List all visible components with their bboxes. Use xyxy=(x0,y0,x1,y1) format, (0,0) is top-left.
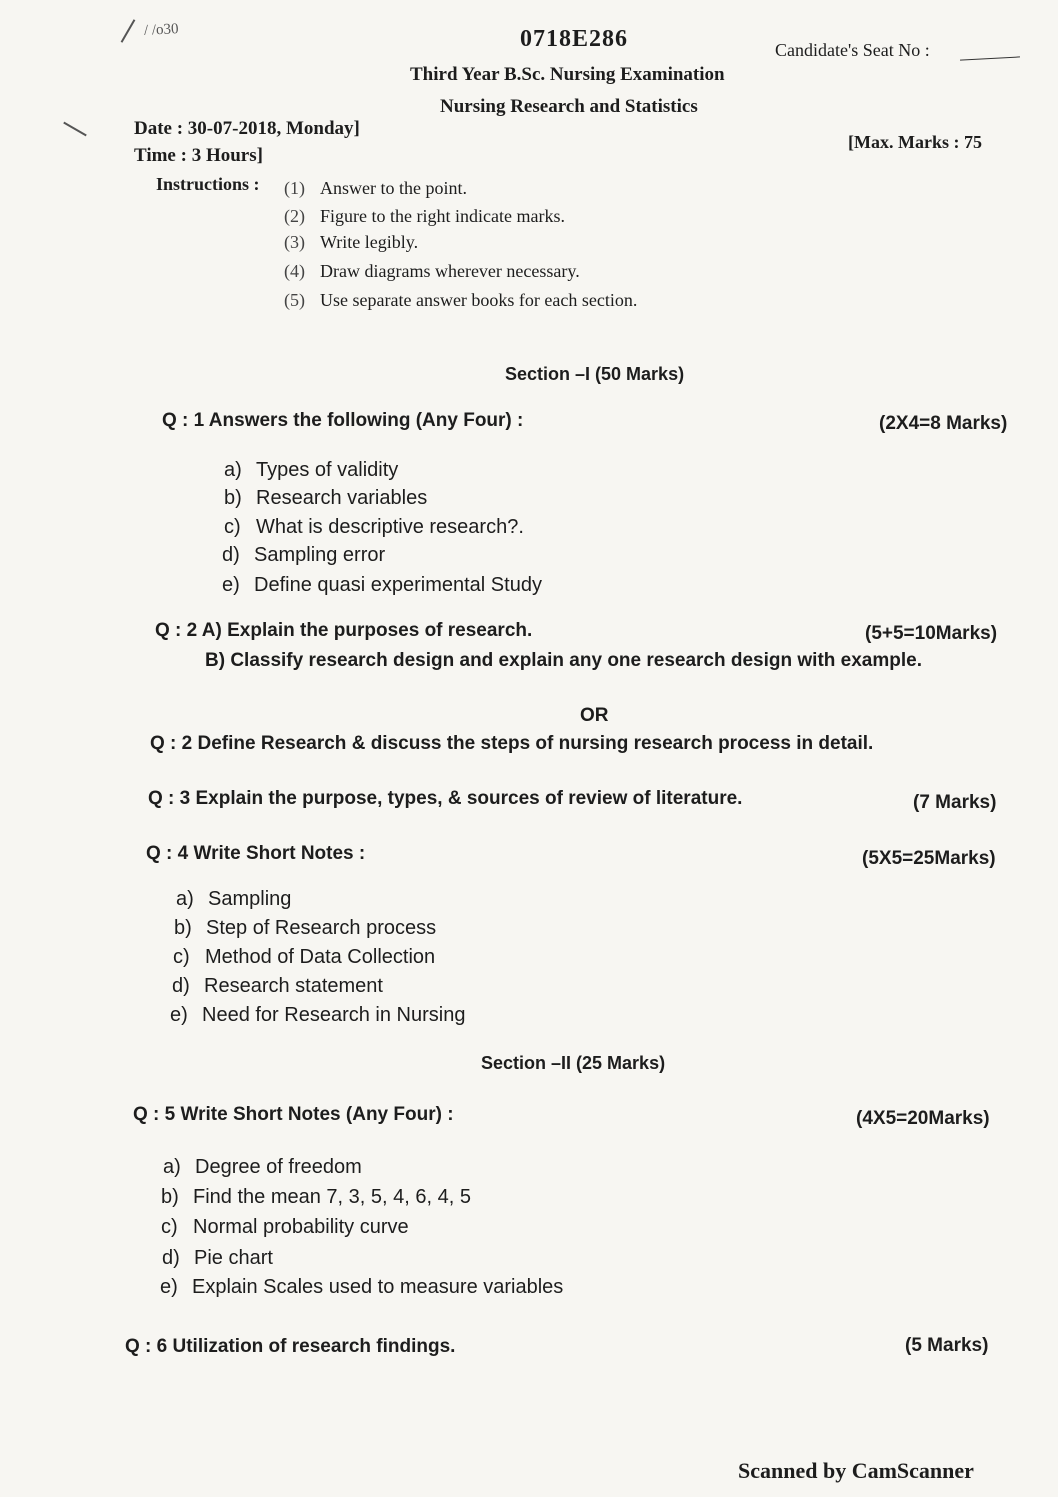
q4-item xyxy=(174,917,436,940)
item-letter: e) xyxy=(160,1276,178,1298)
item-letter: a) xyxy=(163,1156,181,1178)
scanner-watermark: Scanned by CamScanner xyxy=(738,1458,974,1483)
item-letter: a) xyxy=(224,459,242,481)
item-letter: b) xyxy=(224,487,242,509)
instruction-text: Write legibly. xyxy=(320,232,419,252)
question-2b: B) Classify research design and explain any one research design with example. xyxy=(205,650,922,671)
seat-number-label: Candidate's Seat No : xyxy=(775,40,930,60)
max-marks: [Max. Marks : 75 xyxy=(848,132,982,152)
exam-time: Time : 3 Hours] xyxy=(134,145,263,166)
q4-item xyxy=(172,975,383,998)
question-2-marks: (5+5=10Marks) xyxy=(865,623,998,644)
q4-item xyxy=(173,946,435,969)
item-text: Need for Research in Nursing xyxy=(202,1004,466,1026)
item-text: What is descriptive research?. xyxy=(256,516,524,538)
item-text: Pie chart xyxy=(194,1247,273,1269)
question-2a: Q : 2 A) Explain the purposes of research. xyxy=(155,620,533,641)
question-2-alternative: Q : 2 Define Research & discuss the steps of nursing research process in detail. xyxy=(150,733,874,754)
question-6-marks: (5 Marks) xyxy=(905,1335,989,1356)
question-4-marks: (5X5=25Marks) xyxy=(862,848,996,869)
seat-number-blank xyxy=(960,56,1020,60)
instruction-number: (1) xyxy=(284,178,305,198)
instruction-text: Use separate answer books for each section. xyxy=(320,290,638,310)
item-letter: c) xyxy=(224,516,241,538)
exam-date: Date : 30-07-2018, Monday] xyxy=(134,118,360,139)
question-5-marks: (4X5=20Marks) xyxy=(856,1108,990,1129)
instruction-item xyxy=(284,206,565,227)
reference-number: / /o30 xyxy=(143,21,179,39)
item-letter: d) xyxy=(162,1247,180,1269)
instruction-number: (2) xyxy=(284,206,305,226)
question-1-marks: (2X4=8 Marks) xyxy=(879,413,1008,434)
item-text: Sampling error xyxy=(254,544,386,566)
question-1: Q : 1 Answers the following (Any Four) : xyxy=(162,410,524,431)
item-text: Degree of freedom xyxy=(195,1156,362,1178)
q1-item xyxy=(224,487,427,510)
item-text: Research variables xyxy=(256,487,428,509)
item-letter: d) xyxy=(172,975,190,997)
item-letter: d) xyxy=(222,544,240,566)
section-2-title: Section –II (25 Marks) xyxy=(481,1053,666,1073)
instruction-item xyxy=(284,178,467,199)
item-text: Define quasi experimental Study xyxy=(254,574,542,596)
section-1-title: Section –I (50 Marks) xyxy=(505,364,685,384)
q1-item xyxy=(224,516,524,539)
q1-item xyxy=(222,544,385,567)
item-letter: c) xyxy=(161,1216,178,1238)
q4-item xyxy=(170,1004,465,1027)
q5-item xyxy=(162,1247,273,1270)
q1-item xyxy=(224,459,398,482)
question-3-marks: (7 Marks) xyxy=(913,792,997,813)
item-letter: e) xyxy=(170,1004,188,1026)
question-4: Q : 4 Write Short Notes : xyxy=(146,843,366,864)
q5-item xyxy=(160,1276,563,1299)
q5-item xyxy=(163,1156,362,1179)
item-text: Sampling xyxy=(208,888,292,910)
question-5: Q : 5 Write Short Notes (Any Four) : xyxy=(133,1104,454,1125)
instructions-label: Instructions : xyxy=(156,174,260,194)
item-text: Find the mean 7, 3, 5, 4, 6, 4, 5 xyxy=(193,1186,471,1208)
question-3: Q : 3 Explain the purpose, types, & sources of review of literature. xyxy=(148,788,743,809)
q1-item xyxy=(222,574,542,597)
instruction-number: (5) xyxy=(284,290,305,310)
item-letter: b) xyxy=(174,917,192,939)
paper-code: 0718E286 xyxy=(520,26,629,52)
item-text: Step of Research process xyxy=(206,917,437,939)
q5-item xyxy=(161,1216,409,1239)
item-text: Method of Data Collection xyxy=(205,946,436,968)
q4-item xyxy=(176,888,291,911)
instruction-number: (4) xyxy=(284,261,305,281)
or-separator: OR xyxy=(580,705,609,726)
instruction-text: Answer to the point. xyxy=(320,178,467,198)
item-text: Explain Scales used to measure variables xyxy=(192,1276,564,1298)
q5-item xyxy=(161,1186,471,1209)
exam-title: Third Year B.Sc. Nursing Examination xyxy=(410,64,725,85)
scan-mark xyxy=(63,122,87,137)
instruction-text: Figure to the right indicate marks. xyxy=(320,206,565,226)
item-letter: c) xyxy=(173,946,190,968)
scan-mark xyxy=(121,19,136,43)
item-text: Research statement xyxy=(204,975,383,997)
instruction-text: Draw diagrams wherever necessary. xyxy=(320,261,580,281)
instruction-item xyxy=(284,261,580,282)
instruction-number: (3) xyxy=(284,232,305,252)
item-letter: b) xyxy=(161,1186,179,1208)
subject-title: Nursing Research and Statistics xyxy=(440,96,698,117)
item-letter: a) xyxy=(176,888,194,910)
item-text: Types of validity xyxy=(256,459,399,481)
item-letter: e) xyxy=(222,574,240,596)
instruction-item xyxy=(284,290,637,311)
question-6: Q : 6 Utilization of research findings. xyxy=(125,1336,456,1357)
item-text: Normal probability curve xyxy=(193,1216,409,1238)
instruction-item xyxy=(284,232,418,253)
